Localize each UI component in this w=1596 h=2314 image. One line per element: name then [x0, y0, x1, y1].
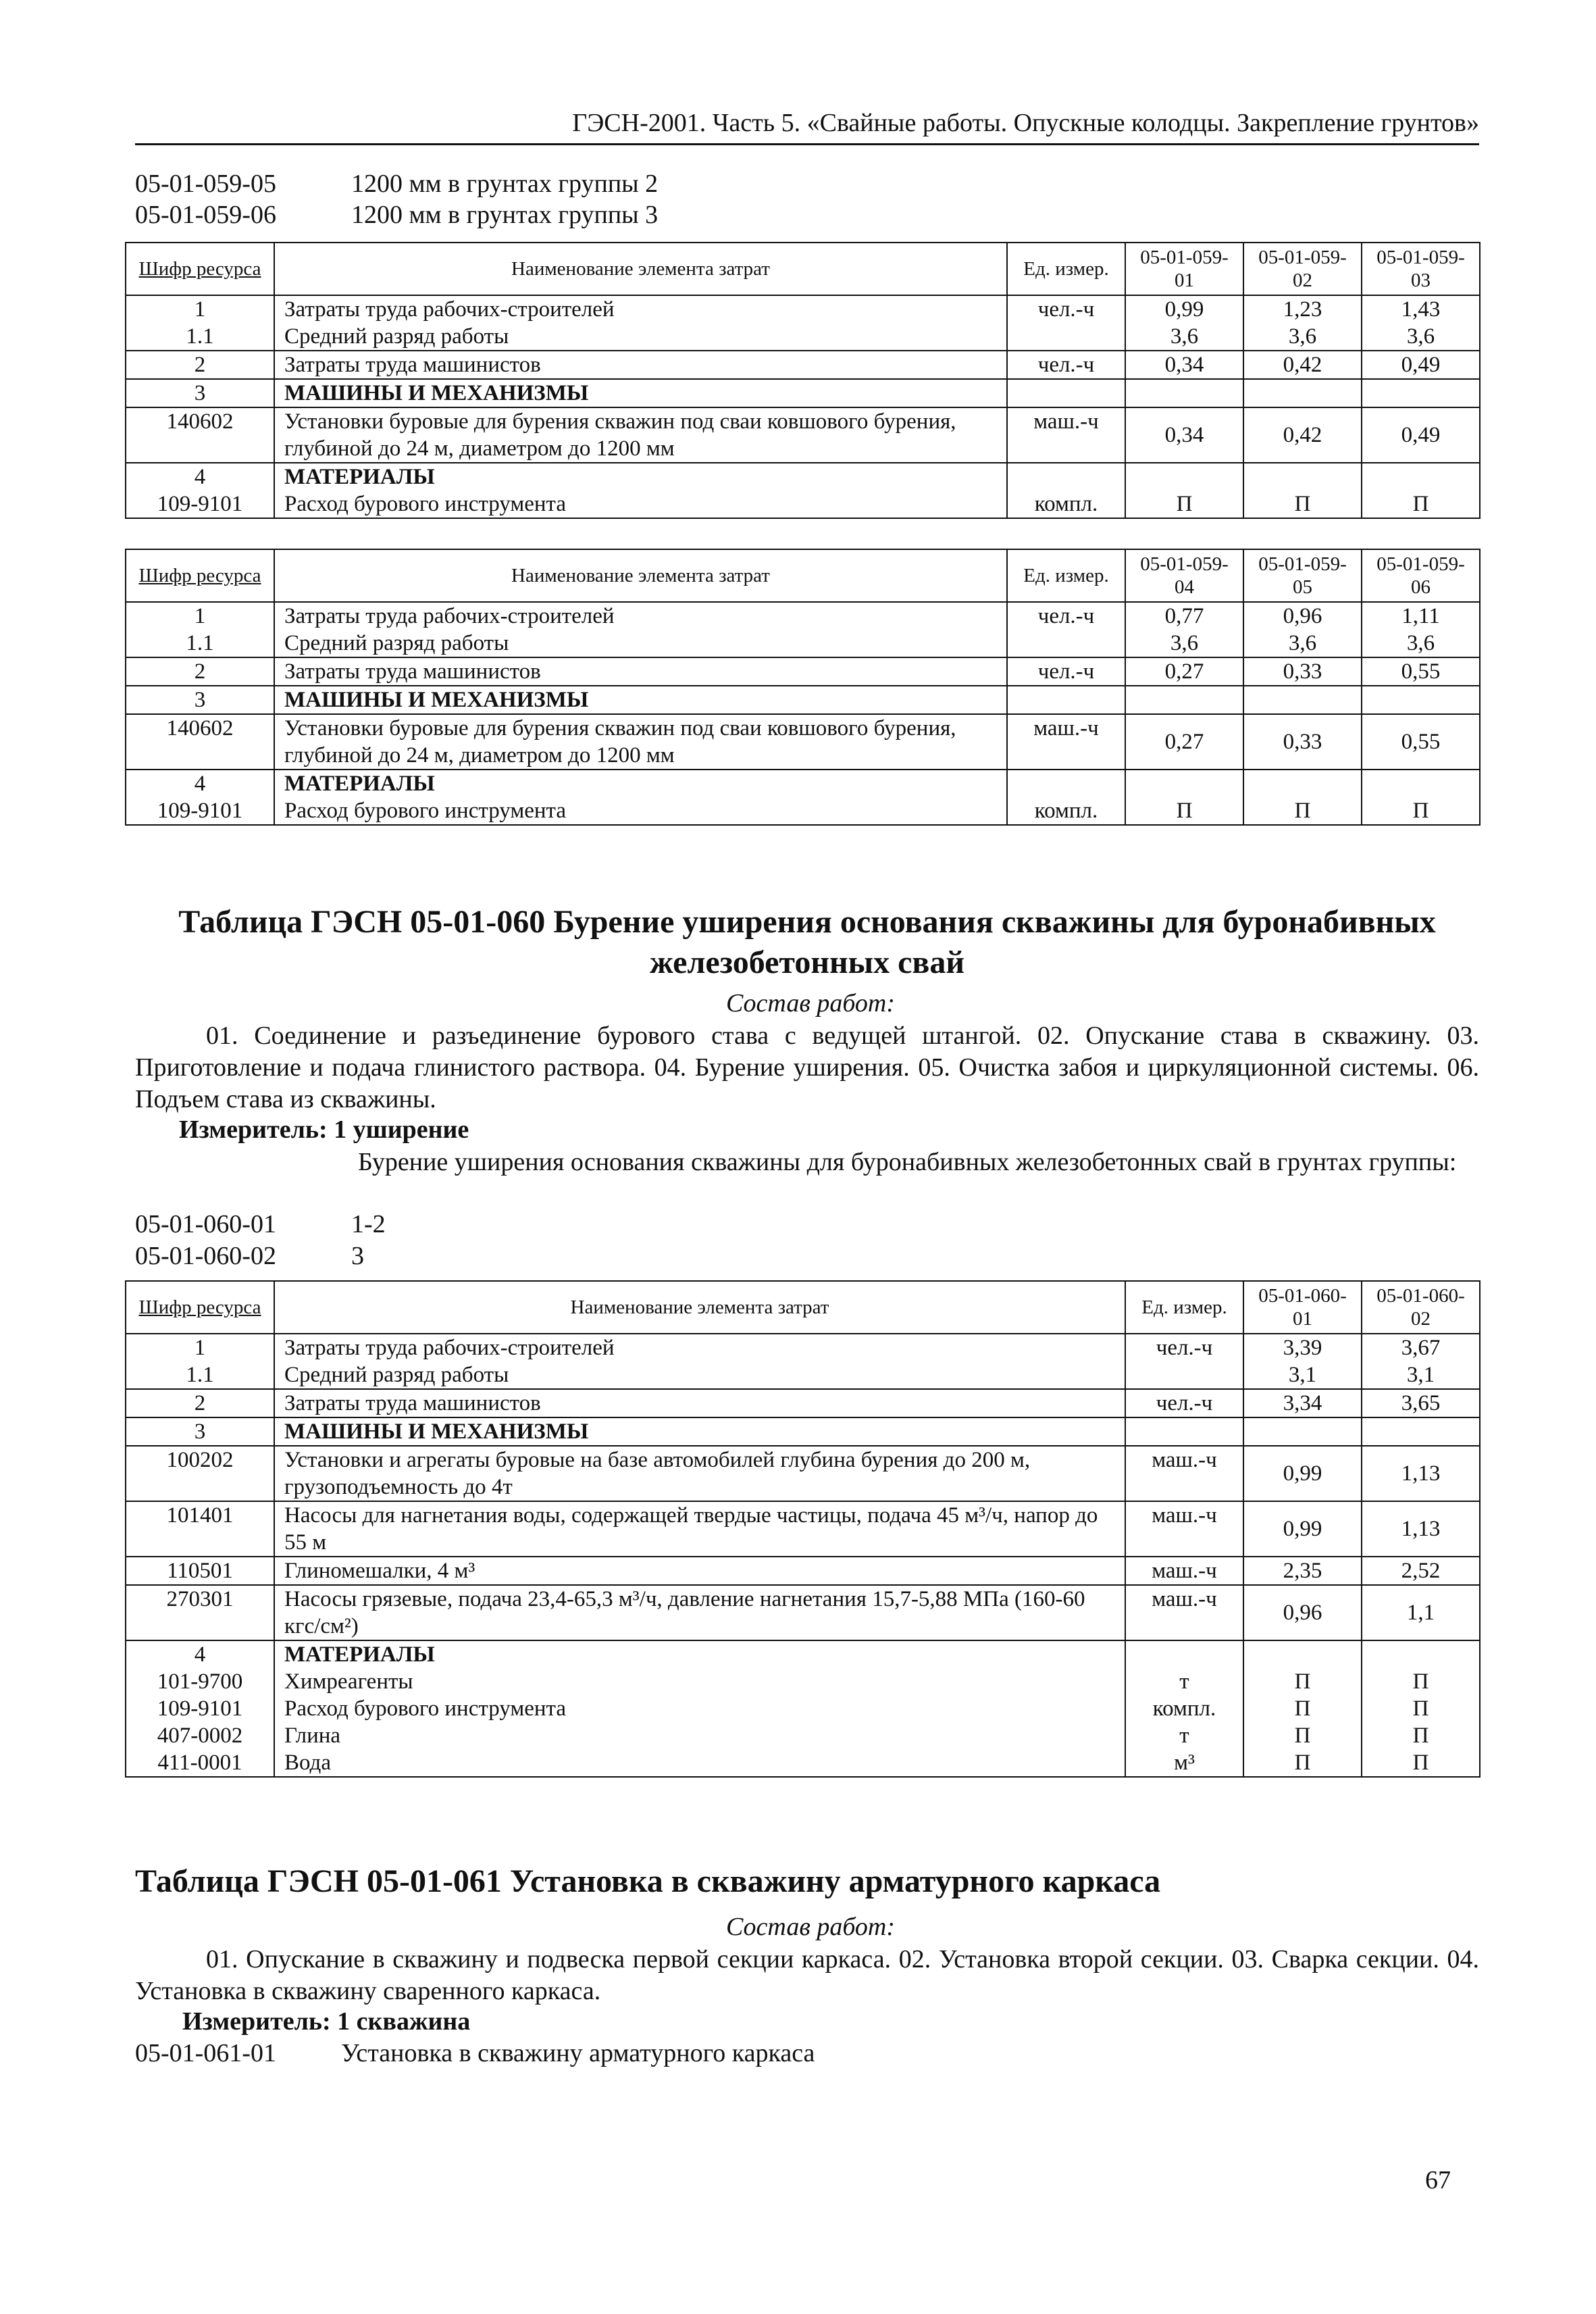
cell-code: 1.1: [126, 630, 274, 657]
norm-table-060: [125, 1280, 1481, 1778]
cell-value: П: [1362, 797, 1480, 825]
composition-label: Состав работ:: [725, 1913, 896, 1941]
cell-code: 2: [126, 1389, 274, 1417]
cell-value: [1243, 1417, 1362, 1446]
cell-value: 2,35: [1243, 1557, 1362, 1585]
table-row: [126, 1334, 1480, 1361]
cell-value: 3,1: [1243, 1361, 1362, 1389]
cell-name: МАТЕРИАЛЫ: [274, 1640, 1125, 1668]
code-description: Установка в скважину арматурного каркаса: [341, 2039, 815, 2067]
code-line: [135, 200, 658, 230]
cell-value: П: [1362, 1695, 1480, 1722]
cell-value: 0,27: [1125, 714, 1243, 770]
cell-unit: маш.-ч: [1125, 1501, 1243, 1557]
cell-unit: компл.: [1125, 1695, 1243, 1722]
cell-code: 2: [126, 657, 274, 686]
code-line: [135, 2038, 815, 2068]
cell-value: П: [1362, 1722, 1480, 1749]
cell-value: 3,39: [1243, 1334, 1362, 1361]
cell-name: Насосы для нагнетания воды, содержащей твердые частицы, подача 45 м³/ч, напор до 55 м: [274, 1501, 1125, 1557]
table-title-061: Таблица ГЭСН 05-01-061 Установка в скважину арматурного каркаса: [135, 1863, 1161, 1899]
header-col: 05-01-060-02: [1362, 1281, 1480, 1334]
composition-text: 01. Опускание в скважину и подвеска первой секции каркаса. 02. Установка второй секции. 03. Сварка секции. 04. Установка в скважину сваренного каркаса.: [135, 1945, 1479, 2005]
cell-code: 1: [126, 1334, 274, 1361]
table-row: [126, 686, 1480, 714]
cell-code: 109-9101: [126, 797, 274, 825]
table-row: [126, 770, 1480, 797]
cell-value: П: [1125, 491, 1243, 518]
table-row: [126, 657, 1480, 686]
cell-unit: [1125, 1361, 1243, 1389]
cell-code: 4: [126, 770, 274, 797]
cell-unit: [1007, 463, 1125, 491]
header-col: 05-01-059-04: [1125, 549, 1243, 602]
cell-value: [1362, 1417, 1480, 1446]
cell-value: 0,55: [1362, 657, 1480, 686]
table-header-row: [126, 549, 1480, 602]
cell-code: 109-9101: [126, 1695, 274, 1722]
code-description: 1200 мм в грунтах группы 2: [351, 170, 659, 198]
norm-table-059-04-06: [125, 549, 1481, 826]
cell-code: 407-0002: [126, 1722, 274, 1749]
norm-table-059-01-03: [125, 242, 1481, 519]
table-row: [126, 1501, 1480, 1557]
cell-value: П: [1125, 797, 1243, 825]
table-row: [126, 1557, 1480, 1585]
cell-name: Средний разряд работы: [274, 323, 1007, 351]
meter: Измеритель: 1 уширение: [179, 1115, 469, 1144]
cell-value: [1362, 1640, 1480, 1668]
cell-value: 0,33: [1243, 714, 1362, 770]
cell-code: 4: [126, 1640, 274, 1668]
cell-value: 3,6: [1362, 323, 1480, 351]
cell-name: МАТЕРИАЛЫ: [274, 770, 1007, 797]
table-row: [126, 463, 1480, 491]
cell-name: Затраты труда рабочих-строителей: [274, 602, 1007, 630]
cell-value: 1,1: [1362, 1585, 1480, 1640]
cell-value: 0,99: [1243, 1501, 1362, 1557]
cell-unit: [1125, 1640, 1243, 1668]
cell-unit: чел.-ч: [1007, 295, 1125, 323]
cell-unit: чел.-ч: [1007, 351, 1125, 379]
cell-code: 140602: [126, 407, 274, 463]
cell-value: 0,42: [1243, 351, 1362, 379]
cell-value: 0,34: [1125, 351, 1243, 379]
table-row: [126, 602, 1480, 630]
cell-unit: чел.-ч: [1125, 1389, 1243, 1417]
cell-name: Вода: [274, 1749, 1125, 1777]
cell-name: Затраты труда машинистов: [274, 657, 1007, 686]
cell-code: 140602: [126, 714, 274, 770]
cell-code: 3: [126, 1417, 274, 1446]
header-cipher: Шифр ресурса: [126, 1281, 274, 1334]
table-row: [126, 797, 1480, 825]
cell-name: Глиномешалки, 4 м³: [274, 1557, 1125, 1585]
cell-value: 0,77: [1125, 602, 1243, 630]
table-row: [126, 295, 1480, 323]
cell-name: Затраты труда рабочих-строителей: [274, 1334, 1125, 1361]
title-line: железобетонных свай: [649, 945, 964, 980]
cell-value: 0,34: [1125, 407, 1243, 463]
header-col: 05-01-059-05: [1243, 549, 1362, 602]
cell-value: 0,49: [1362, 351, 1480, 379]
cell-value: 3,65: [1362, 1389, 1480, 1417]
cell-code: 4: [126, 463, 274, 491]
code-number: 05-01-060-02: [135, 1242, 276, 1270]
cell-value: П: [1362, 1749, 1480, 1777]
code-description: 1200 мм в грунтах группы 3: [351, 201, 659, 229]
code-description: 3: [351, 1242, 364, 1270]
header-col: 05-01-059-06: [1362, 549, 1480, 602]
table-row: [126, 1668, 1480, 1695]
header-cipher: Шифр ресурса: [126, 549, 274, 602]
cell-code: 100202: [126, 1446, 274, 1501]
table-row: [126, 1417, 1480, 1446]
cell-code: 109-9101: [126, 491, 274, 518]
cell-unit: чел.-ч: [1007, 657, 1125, 686]
cell-code: 3: [126, 686, 274, 714]
meter: Измеритель: 1 скважина: [182, 2007, 471, 2036]
cell-unit: [1007, 630, 1125, 657]
code-number: 05-01-061-01: [135, 2039, 276, 2067]
cell-value: [1362, 463, 1480, 491]
cell-unit: м³: [1125, 1749, 1243, 1777]
table-row: [126, 1389, 1480, 1417]
table-row: [126, 1749, 1480, 1777]
table-header-row: [126, 243, 1480, 295]
cell-unit: [1007, 770, 1125, 797]
cell-value: П: [1362, 1668, 1480, 1695]
header-col: 05-01-059-01: [1125, 243, 1243, 295]
cell-name: Средний разряд работы: [274, 630, 1007, 657]
table-row: [126, 1695, 1480, 1722]
cell-unit: компл.: [1007, 491, 1125, 518]
cell-value: [1362, 770, 1480, 797]
cell-value: 0,49: [1362, 407, 1480, 463]
cell-value: [1362, 379, 1480, 407]
cell-value: 3,34: [1243, 1389, 1362, 1417]
header-col: 05-01-060-01: [1243, 1281, 1362, 1334]
cell-name: МАШИНЫ И МЕХАНИЗМЫ: [274, 1417, 1125, 1446]
cell-code: 1: [126, 602, 274, 630]
cell-value: [1243, 463, 1362, 491]
code-description: 1-2: [351, 1210, 386, 1238]
table-title-060: [135, 902, 1479, 983]
header-name: Наименование элемента затрат: [274, 243, 1007, 295]
cell-value: 2,52: [1362, 1557, 1480, 1585]
cell-name: МАТЕРИАЛЫ: [274, 463, 1007, 491]
cell-value: [1243, 1640, 1362, 1668]
header-name: Наименование элемента затрат: [274, 1281, 1125, 1334]
cell-value: [1362, 686, 1480, 714]
cell-value: П: [1243, 1695, 1362, 1722]
cell-value: 0,27: [1125, 657, 1243, 686]
cell-value: П: [1243, 491, 1362, 518]
cell-name: Средний разряд работы: [274, 1361, 1125, 1389]
cell-name: Затраты труда рабочих-строителей: [274, 295, 1007, 323]
cell-value: П: [1362, 491, 1480, 518]
cell-unit: [1007, 686, 1125, 714]
code-group-description: Бурение уширения основания скважины для буронабивных железобетонных свай в грунтах группы:: [358, 1148, 1457, 1176]
cell-value: 0,96: [1243, 1585, 1362, 1640]
cell-name: Расход бурового инструмента: [274, 491, 1007, 518]
cell-code: 101401: [126, 1501, 274, 1557]
cell-value: 0,42: [1243, 407, 1362, 463]
code-number: 05-01-059-06: [135, 201, 276, 229]
cell-code: 110501: [126, 1557, 274, 1585]
cell-code: 1.1: [126, 323, 274, 351]
cell-value: 1,43: [1362, 295, 1480, 323]
cell-unit: т: [1125, 1722, 1243, 1749]
cell-value: [1243, 686, 1362, 714]
cell-unit: [1007, 379, 1125, 407]
cell-unit: маш.-ч: [1125, 1557, 1243, 1585]
cell-name: Затраты труда машинистов: [274, 351, 1007, 379]
cell-unit: т: [1125, 1668, 1243, 1695]
cell-value: [1125, 770, 1243, 797]
cell-value: 3,1: [1362, 1361, 1480, 1389]
cell-name: Расход бурового инструмента: [274, 1695, 1125, 1722]
cell-value: [1125, 379, 1243, 407]
cell-unit: маш.-ч: [1125, 1446, 1243, 1501]
composition-label: Состав работ:: [725, 989, 896, 1017]
code-number: 05-01-059-05: [135, 170, 276, 198]
cell-value: 1,23: [1243, 295, 1362, 323]
header-unit: Ед. измер.: [1007, 549, 1125, 602]
cell-name: Установки и агрегаты буровые на базе автомобилей глубина бурения до 200 м, грузоподъемность до 4т: [274, 1446, 1125, 1501]
header-name: Наименование элемента затрат: [274, 549, 1007, 602]
cell-value: П: [1243, 1722, 1362, 1749]
table-row: [126, 1585, 1480, 1640]
cell-value: 3,6: [1125, 323, 1243, 351]
cell-value: 3,6: [1243, 323, 1362, 351]
header-unit: Ед. измер.: [1125, 1281, 1243, 1334]
running-header: ГЭСН-2001. Часть 5. «Свайные работы. Опускные колодцы. Закрепление грунтов»: [135, 108, 1479, 145]
cell-unit: маш.-ч: [1007, 714, 1125, 770]
cell-value: 0,99: [1243, 1446, 1362, 1501]
cell-unit: компл.: [1007, 797, 1125, 825]
code-line: [135, 1241, 364, 1271]
table-row: [126, 1361, 1480, 1389]
cell-value: 1,13: [1362, 1501, 1480, 1557]
cell-unit: [1125, 1417, 1243, 1446]
cell-unit: [1007, 323, 1125, 351]
cell-unit: маш.-ч: [1125, 1585, 1243, 1640]
title-line: Таблица ГЭСН 05-01-060 Бурение уширения основания скважины для буронабивных: [178, 904, 1436, 940]
cell-name: МАШИНЫ И МЕХАНИЗМЫ: [274, 379, 1007, 407]
cell-code: 1: [126, 295, 274, 323]
cell-code: 411-0001: [126, 1749, 274, 1777]
header-unit: Ед. измер.: [1007, 243, 1125, 295]
header-cipher: Шифр ресурса: [126, 243, 274, 295]
cell-code: 101-9700: [126, 1668, 274, 1695]
cell-value: П: [1243, 1749, 1362, 1777]
cell-value: [1243, 770, 1362, 797]
cell-value: [1243, 379, 1362, 407]
cell-value: 0,33: [1243, 657, 1362, 686]
header-col: 05-01-059-03: [1362, 243, 1480, 295]
cell-name: Установки буровые для бурения скважин под сваи ковшового бурения, глубиной до 24 м, диаметром до 1200 мм: [274, 714, 1007, 770]
page-number: 67: [1425, 2166, 1451, 2194]
code-number: 05-01-060-01: [135, 1210, 276, 1238]
table-row: [126, 379, 1480, 407]
cell-value: П: [1243, 797, 1362, 825]
cell-name: Расход бурового инструмента: [274, 797, 1007, 825]
cell-value: 1,13: [1362, 1446, 1480, 1501]
cell-unit: чел.-ч: [1125, 1334, 1243, 1361]
cell-name: Затраты труда машинистов: [274, 1389, 1125, 1417]
table-row: [126, 323, 1480, 351]
cell-unit: чел.-ч: [1007, 602, 1125, 630]
composition-text: 01. Соединение и разъединение бурового става с ведущей штангой. 02. Опускание става в скважину. 03. Приготовление и подача глинистого раствора. 04. Бурение уширения. 05. Очистка забоя и циркуляционной системы. 06. Подъем става из скважины.: [135, 1022, 1479, 1113]
table-row: [126, 407, 1480, 463]
cell-code: 3: [126, 379, 274, 407]
table-row: [126, 714, 1480, 770]
table-row: [126, 491, 1480, 518]
cell-value: 1,11: [1362, 602, 1480, 630]
table-row: [126, 351, 1480, 379]
cell-value: [1125, 463, 1243, 491]
cell-name: Глина: [274, 1722, 1125, 1749]
code-line: [135, 169, 658, 199]
cell-code: 270301: [126, 1585, 274, 1640]
table-row: [126, 630, 1480, 657]
cell-value: 0,96: [1243, 602, 1362, 630]
cell-value: П: [1243, 1668, 1362, 1695]
code-line: [135, 1209, 386, 1239]
cell-value: 0,55: [1362, 714, 1480, 770]
cell-name: Установки буровые для бурения скважин под сваи ковшового бурения, глубиной до 24 м, диаметром до 1200 мм: [274, 407, 1007, 463]
cell-name: Химреагенты: [274, 1668, 1125, 1695]
table-row: [126, 1722, 1480, 1749]
cell-value: 3,6: [1362, 630, 1480, 657]
table-header-row: [126, 1281, 1480, 1334]
cell-value: 3,67: [1362, 1334, 1480, 1361]
cell-unit: маш.-ч: [1007, 407, 1125, 463]
cell-name: МАШИНЫ И МЕХАНИЗМЫ: [274, 686, 1007, 714]
cell-value: [1125, 686, 1243, 714]
cell-value: 3,6: [1125, 630, 1243, 657]
cell-value: 3,6: [1243, 630, 1362, 657]
table-row: [126, 1640, 1480, 1668]
cell-code: 2: [126, 351, 274, 379]
header-col: 05-01-059-02: [1243, 243, 1362, 295]
cell-code: 1.1: [126, 1361, 274, 1389]
cell-value: 0,99: [1125, 295, 1243, 323]
cell-name: Насосы грязевые, подача 23,4-65,3 м³/ч, давление нагнетания 15,7-5,88 МПа (160-60 кгс/см²): [274, 1585, 1125, 1640]
table-row: [126, 1446, 1480, 1501]
